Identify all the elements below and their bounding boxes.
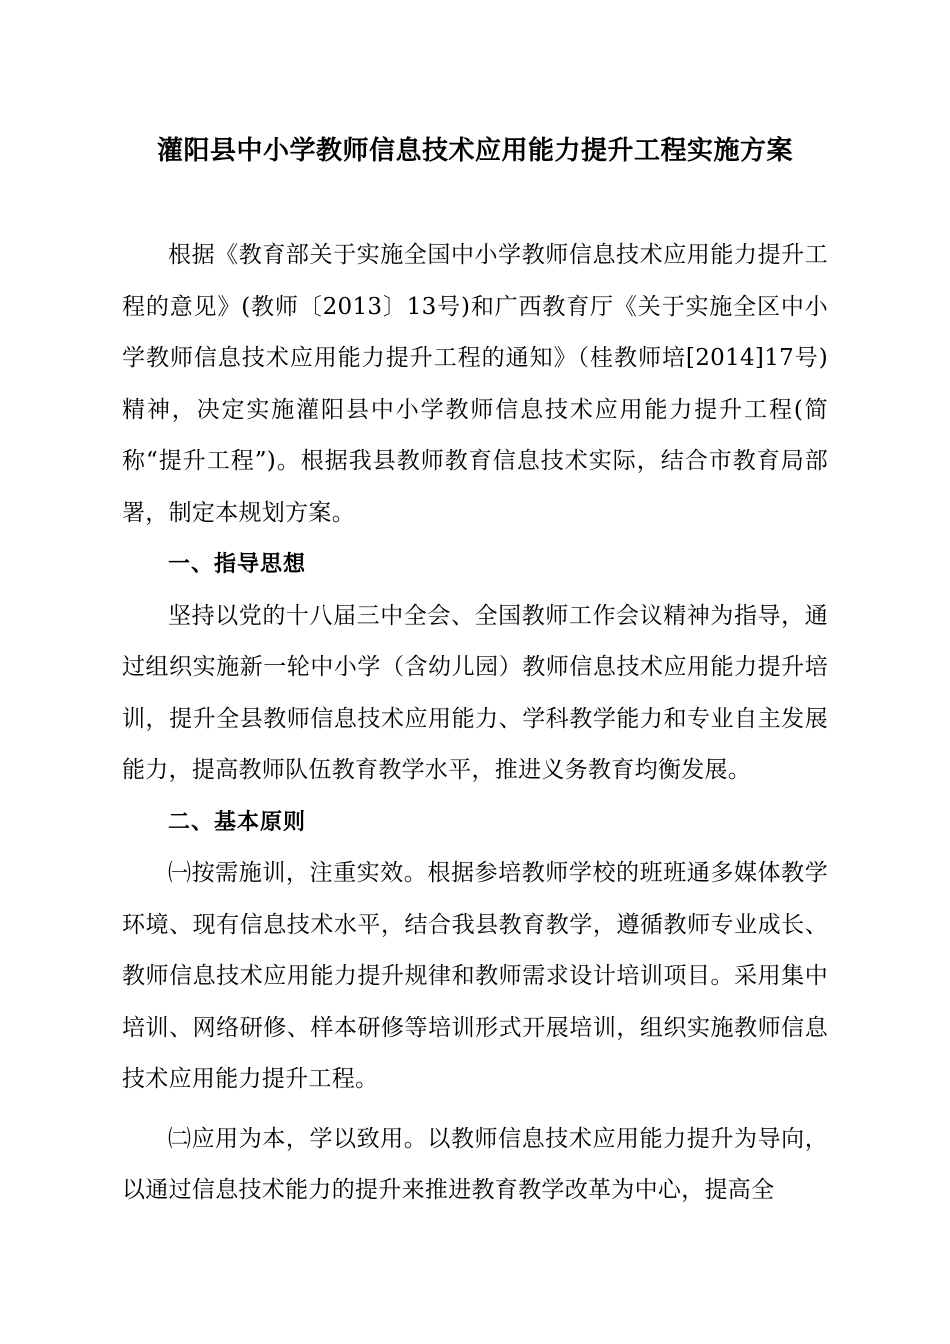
section-heading-basic-principles: 二、基本原则 xyxy=(168,809,307,835)
document-body xyxy=(122,230,828,1217)
principle-paragraph-2: ㈡应用为本，学以致用。以教师信息技术应用能力提升为导向，以通过信息技术能力的提升来推进教育教学改革为中心，提高全 xyxy=(122,1125,828,1203)
guiding-ideology-paragraph: 坚持以党的十八届三中全会、全国教师工作会议精神为指导，通过组织实施新一轮中小学（含幼儿园）教师信息技术应用能力提升培训，提升全县教师信息技术应用能力、学科教学能力和专业自主发展能力，提高教师队伍教育教学水平，推进义务教育均衡发展。 xyxy=(122,602,828,783)
principle-paragraph-1: ㈠按需施训，注重实效。根据参培教师学校的班班通多媒体教学环境、现有信息技术水平，结合我县教育教学，遵循教师专业成长、教师信息技术应用能力提升规律和教师需求设计培训项目。采用集中培训、网络研修、样本研修等培训形式开展培训，组织实施教师信息技术应用能力提升工程。 xyxy=(122,860,828,1092)
intro-paragraph: 根据《教育部关于实施全国中小学教师信息技术应用能力提升工程的意见》(教师〔2013〕13号)和广西教育厅《关于实施全区中小学教师信息技术应用能力提升工程的通知》（桂教师培[2014]17号)精神，决定实施灌阳县中小学教师信息技术应用能力提升工程(简称“提升工程”)。根据我县教师教育信息技术实际，结合市教育局部署，制定本规划方案。 xyxy=(122,242,828,526)
document-title: 灌阳县中小学教师信息技术应用能力提升工程实施方案 xyxy=(156,136,793,166)
section-heading-guiding-ideology: 一、指导思想 xyxy=(168,552,307,577)
